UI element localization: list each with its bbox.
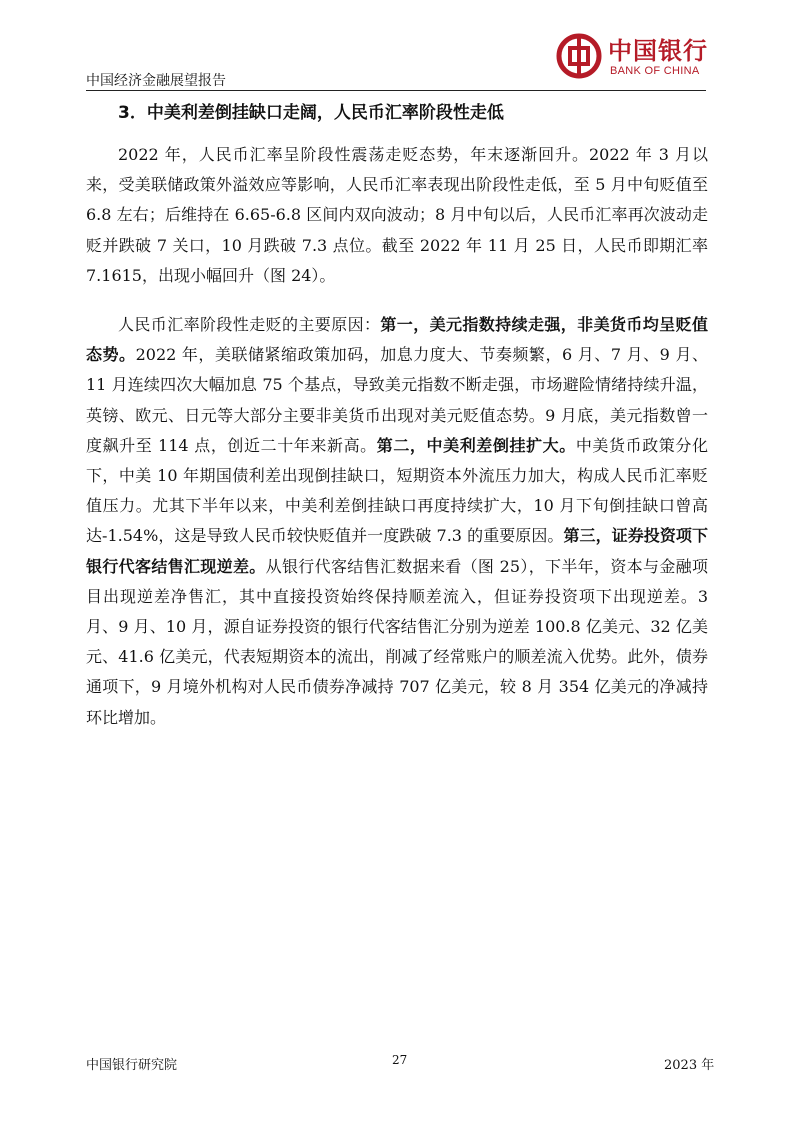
body-text [86,140,708,752]
bank-of-china-emblem-icon [556,33,602,79]
reason-1-text: 2022 年，美联储紧缩政策加码，加息力度大、节奏频繁，6 月、7 月、9 月、11 月连续四次大幅加息 75 个基点，导致美元指数不断走强，市场避险情绪持续升温，英镑、欧元、日元等大部分主要非美货币出现对美元贬值态势。9 月底，美元指数曾一度飙升至 114 点，创近二十年来新高。 [86,345,708,455]
logo-english-name: BANK OF CHINA [610,65,700,77]
footer-year: 2023 年 [664,1058,715,1073]
logo-chinese-name: 中国银行 [608,36,708,65]
header-divider [86,90,706,91]
bank-of-china-logo [556,31,716,81]
reason-1-heading: 第一，美元指数持续走强，非美货币均呈贬值态势。 [86,315,708,365]
paragraph-1: 2022 年，人民币汇率呈阶段性震荡走贬态势，年末逐渐回升。2022 年 3 月以来，受美联储政策外溢效应等影响，人民币汇率表现出阶段性走低，至 5 月中旬贬值至 6.8 左右；后维持在 6.65-6.8 区间内双向波动；8 月中旬以后，人民币汇率再次波动走贬并跌破 7 关口，10 月跌破 7.3 点位。截至 2022 年 11 月 25 日，人民币即期汇率 7.1615，出现小幅回升（图 24）。 [86,145,708,285]
paragraph-2 [86,310,708,733]
section-heading: 3．中美利差倒挂缺口走阔，人民币汇率阶段性走低 [118,103,504,123]
reason-3-heading: 第三，证券投资项下银行代客结售汇现逆差。 [86,526,708,576]
reason-3-text: 从银行代客结售汇数据来看（图 25），下半年，资本与金融项目出现逆差净售汇，其中直接投资始终保持顺差流入，但证券投资项下出现逆差。3 月、9 月、10 月，源自证券投资的银行代客结售汇分别为逆差 100.8 亿美元、32 亿美元、41.6 亿美元，代表短期资本的流出，削减了经常账户的顺差流入优势。此外，债券通项下，9 月境外机构对人民币债券净减持 707 亿美元，较 8 月 354 亿美元的净减持环比增加。 [86,556,708,727]
report-title: 中国经济金融展望报告 [86,73,226,89]
footer-institute: 中国银行研究院 [86,1058,178,1073]
reason-2-text: 中美货币政策分化下，中美 10 年期国债利差出现倒挂缺口，短期资本外流压力加大，构成人民币汇率贬值压力。尤其下半年以来，中美利差倒挂缺口再度持续扩大，10 月下旬倒挂缺口曾高达-1.54%，这是导致人民币较快贬值并一度跌破 7.3 的重要原因。 [86,435,708,546]
reason-2-heading: 第二，中美利差倒挂扩大。 [376,435,576,455]
paragraph-2-intro: 人民币汇率阶段性走贬的主要原因： [118,315,381,335]
page-number: 27 [392,1053,408,1067]
